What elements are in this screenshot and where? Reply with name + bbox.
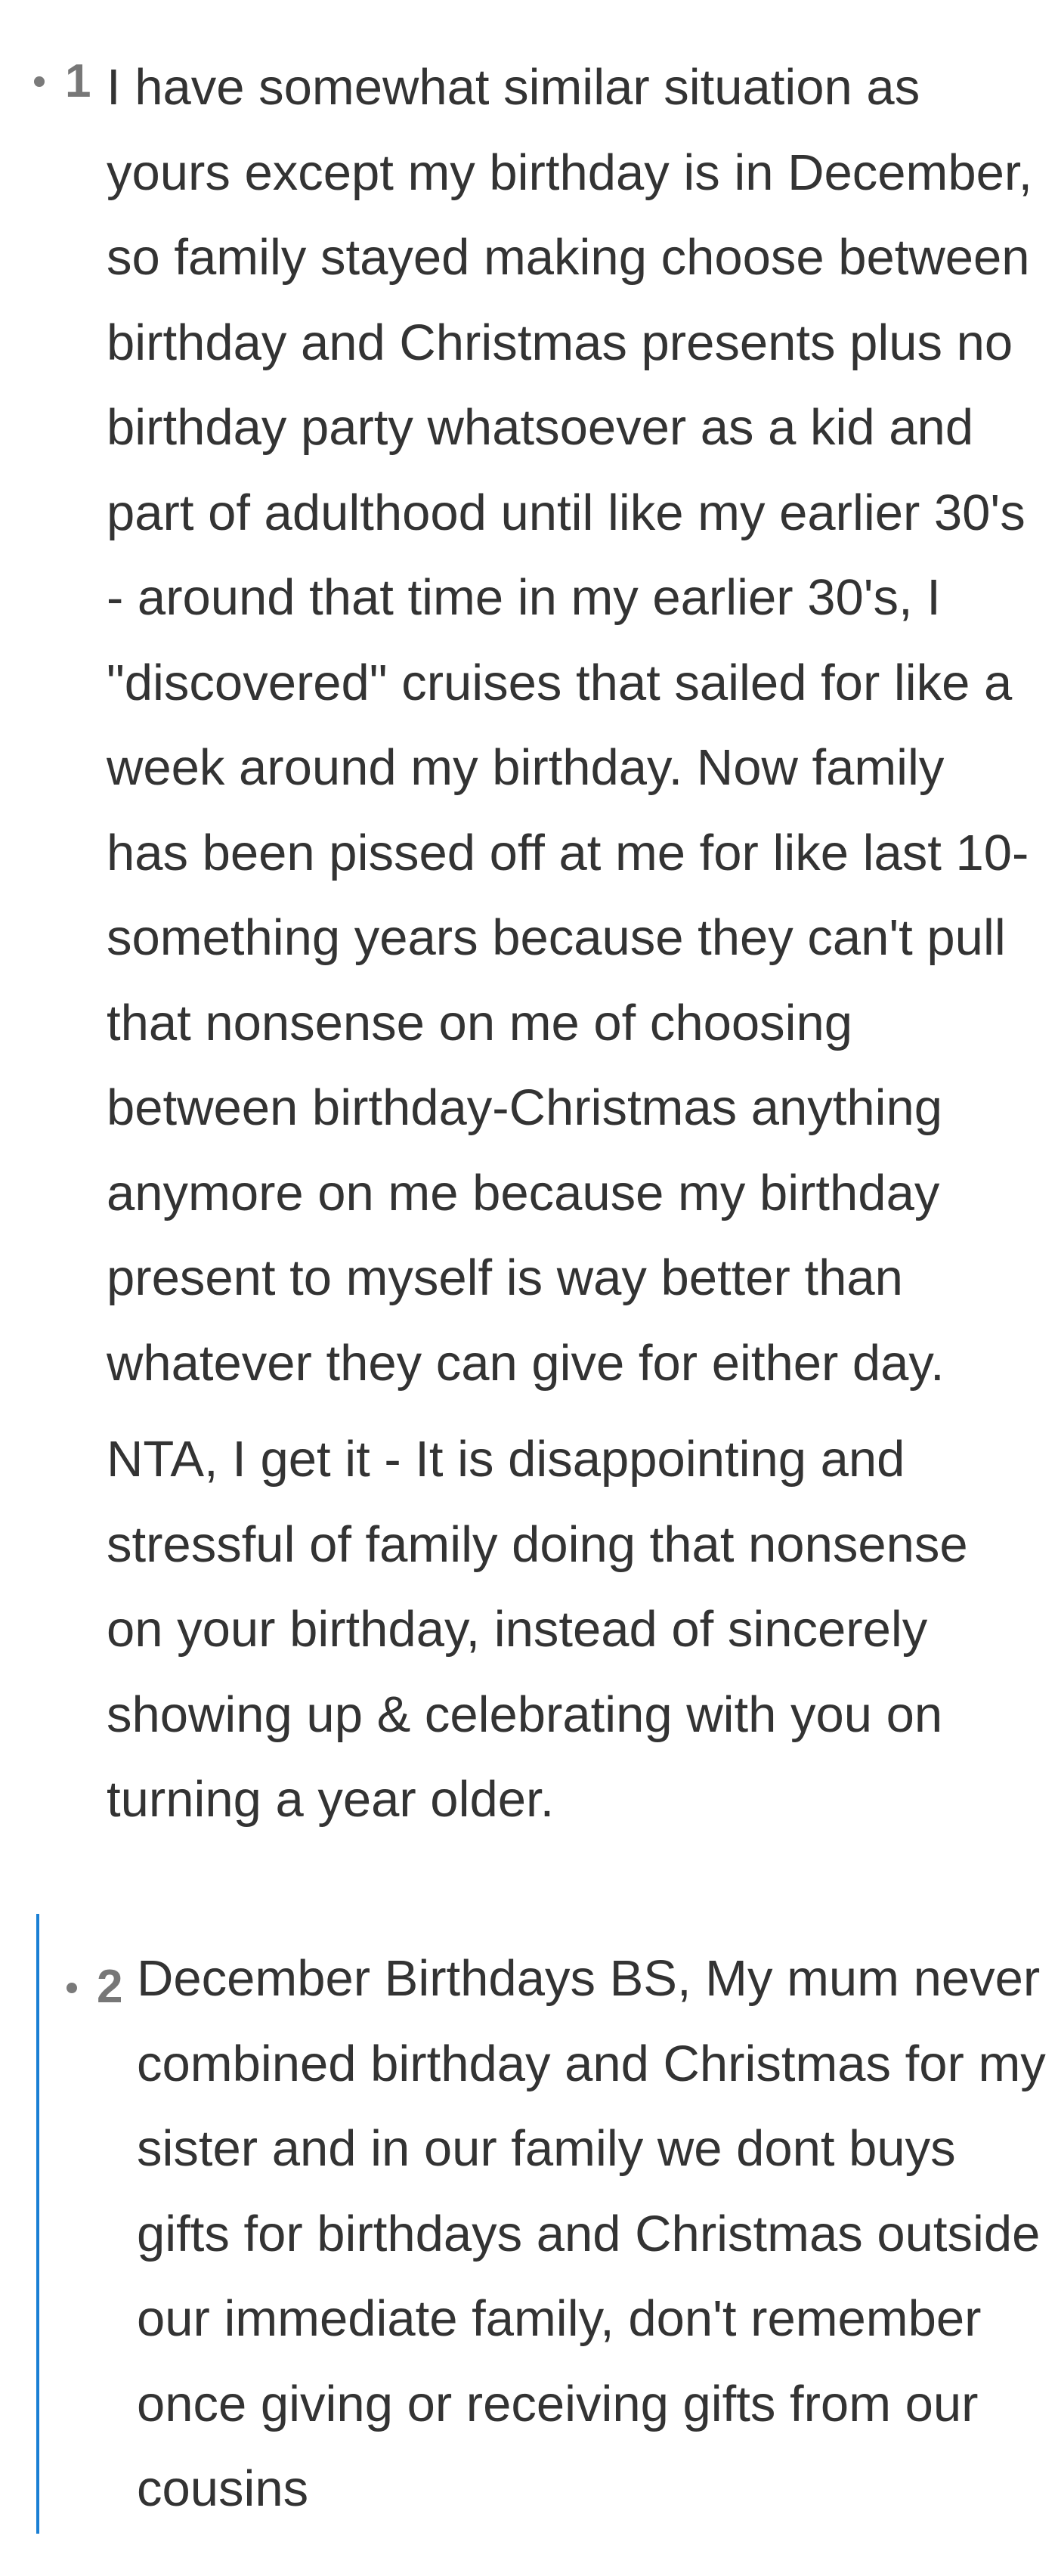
reply-container xyxy=(36,1914,1049,2534)
comment-2-paragraph-1: December Birthdays BS, My mum never combined birthday and Christmas for my sister and in our family we dont buys gifts for birthdays and Christmas outside our immediate family, don't remember once giving or receiving gifts from our cousins xyxy=(137,1950,1046,2517)
comment-1-paragraph-2: NTA, I get it - It is disappointing and stressful of family doing that nonsense on your birthday, instead of sincerely showing up & celebrating with you on turning a year older. xyxy=(107,1431,968,1828)
comment-score: 1 xyxy=(65,55,91,107)
thread-line[interactable] xyxy=(36,1914,39,2534)
comment-score: 2 xyxy=(97,1961,123,2013)
comment-1-paragraph-1: I have somewhat similar situation as yours except my birthday is in December, so family stayed making choose between birthday and Christmas presents plus no birthday party whatsoever as a kid and part of adulthood until like my earlier 30's - around that time in my earlier 30's, I "discovered" cruises that sailed for like a week around my birthday. Now family has been pissed off at me for like last 10-something years because they can't pull that nonsense on me of choosing between birthday-Christmas anything anymore on me because my birthday present to myself is way better than whatever they can give for either day. xyxy=(107,59,1033,1392)
comment-2 xyxy=(137,1937,1055,2532)
